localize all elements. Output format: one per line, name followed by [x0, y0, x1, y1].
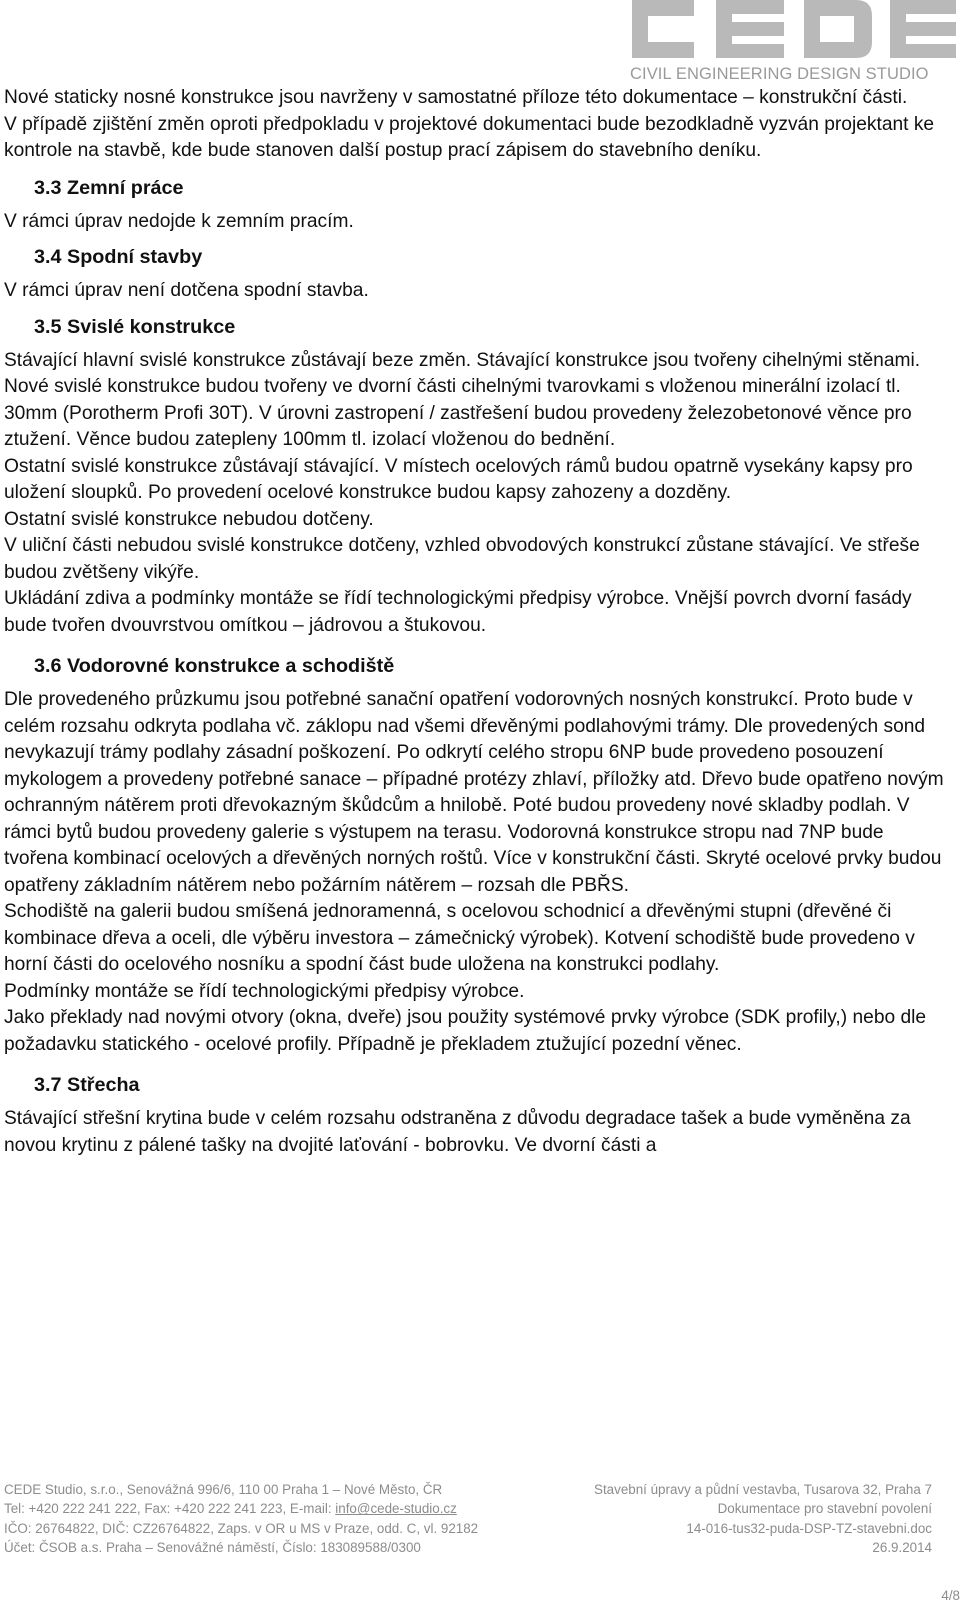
footer-phone-fax: Tel: +420 222 241 222, Fax: +420 222 241 223, E-mail: — [4, 1501, 336, 1517]
document-body — [4, 85, 944, 1159]
paragraph: Nové svislé konstrukce budou tvořeny ve dvorní části cihelnými tvarovkami s vloženou minerální izolací tl. 30mm (Porotherm Profi 30T). V úrovni zastropení / zastřešení budou provedeny železobetonové věnce pro ztužení. Věnce budou zatepleny 100mm tl. izolací vloženou do bednění. — [4, 376, 912, 450]
paragraph: V případě zjištění změn oproti předpokladu v projektové dokumentaci bude bezodkladně vyzván projektant ke kontrole na stavbě, kde bude stanoven další postup prací zápisem do stavebního deníku. — [4, 113, 935, 161]
page-number: 4/8 — [941, 1588, 960, 1603]
paragraph: Ostatní svislé konstrukce nebudou dotčeny. — [4, 508, 374, 530]
paragraph: Podmínky montáže se řídí technologickými předpisy výrobce. — [4, 980, 525, 1002]
cede-logo-mark — [632, 0, 958, 62]
paragraph: Ostatní svislé konstrukce zůstávají stávající. V místech ocelových rámů budou opatrně vysekány kapsy pro uložení sloupků. Po provedení ocelové konstrukce budou kapsy zahozeny a dozděny. — [4, 455, 913, 503]
paragraph: Ukládání zdiva a podmínky montáže se řídí technologickými předpisy výrobce. Vnější povrch dvorní fasády bude tvořen dvouvrstvou omítkou – jádrovou a štukovou. — [4, 588, 912, 636]
paragraph: V uliční části nebudou svislé konstrukce dotčeny, vzhled obvodových konstrukcí zůstane stávající. Ve střeše budou zvětšeny vikýře. — [4, 535, 920, 583]
paragraph: Nové staticky nosné konstrukce jsou navrženy v samostatné příloze této dokumentace – konstrukční části. — [4, 87, 908, 108]
section-heading-3-6: 3.6 Vodorovné konstrukce a schodiště — [34, 655, 395, 677]
paragraph: Stávající střešní krytina bude v celém rozsahu odstraněna z důvodu degradace tašek a bude vyměněna za novou krytinu z pálené tašky na dvojité laťování - bobrovku. Ve dvorní části a — [4, 1108, 911, 1156]
paragraph: Schodiště na galerii budou smíšená jednoramenná, s ocelovou schodnicí a dřevěnými stupni (dřevěné či kombinace dřeva a oceli, dle výběru investora – zámečnický výrobek). Kotvení schodiště bude provedeno v horní části do ocelového nosníku a spodní část bude uložena na konstrukci podlahy. — [4, 901, 915, 975]
section-heading-3-7: 3.7 Střecha — [34, 1074, 140, 1096]
company-logo — [630, 0, 960, 88]
footer-date: 26.9.2014 — [872, 1540, 932, 1556]
paragraph: Dle provedeného průzkumu jsou potřebné sanační opatření vodorovných nosných konstrukcí. Proto bude v celém rozsahu odkryta podlaha vč. záklopu nad všemi dřevěnými podlahovými trámy. Dle provedených sond nevykazují trámy podlahy zásadní poškození. Po odkrytí celého stropu 6NP bude provedeno posouzení mykologem a provedeny potřebné sanace – případné protézy zhlaví, příložky atd. Dřevo bude opatřeno novým ochranným nátěrem proti dřevokazným škůdcům a hnilobě. Poté budou provedeny nové skladby podlah. V rámci bytů budou provedeny galerie s výstupem na terasu. Vodorovná konstrukce stropu nad 7NP bude tvořena kombinací ocelových a dřevěných norných roštů. Více v konstrukční části. Skryté ocelové prvky budou opatřeny základním nátěrem nebo požárním nátěrem – rozsah dle PBŘS. — [4, 689, 944, 896]
footer-bank-account: Účet: ČSOB a.s. Praha – Senovážné náměstí, Číslo: 183089588/0300 — [4, 1540, 421, 1556]
footer-contact — [4, 1499, 457, 1518]
paragraph: Stávající hlavní svislé konstrukce zůstávají beze změn. Stávající konstrukce jsou tvořeny cihelnými stěnami. — [4, 349, 921, 371]
footer-filename: 14-016-tus32-puda-DSP-TZ-stavebni.doc — [686, 1520, 932, 1536]
paragraph: V rámci úprav nedojde k zemním pracím. — [4, 210, 354, 232]
paragraph: Jako překlady nad novými otvory (okna, dveře) jsou použity systémové prvky výrobce (SDK profily,) nebo dle požadavku statického - ocelové profily. Případně je překladem ztužující pozední věnec. — [4, 1007, 927, 1055]
logo-caption: CIVIL ENGINEERING DESIGN STUDIO — [630, 65, 929, 83]
section-heading-3-3: 3.3 Zemní práce — [34, 176, 184, 199]
footer-registration: IČO: 26764822, DIČ: CZ26764822, Zaps. v OR u MS v Praze, odd. C, vl. 92182 — [4, 1520, 479, 1536]
page-footer — [4, 1480, 932, 1558]
footer-project-title: Stavební úpravy a půdní vestavba, Tusarova 32, Praha 7 — [594, 1482, 932, 1497]
footer-company-address: CEDE Studio, s.r.o., Senovážná 996/6, 110 00 Praha 1 – Nové Město, ČR — [4, 1482, 443, 1497]
paragraph: V rámci úprav není dotčena spodní stavba. — [4, 280, 369, 301]
section-heading-3-5: 3.5 Svislé konstrukce — [34, 315, 236, 338]
section-heading-3-4: 3.4 Spodní stavby — [34, 246, 203, 268]
footer-document-type: Dokumentace pro stavební povolení — [717, 1501, 932, 1517]
footer-email-link[interactable]: info@cede-studio.cz — [335, 1501, 457, 1517]
